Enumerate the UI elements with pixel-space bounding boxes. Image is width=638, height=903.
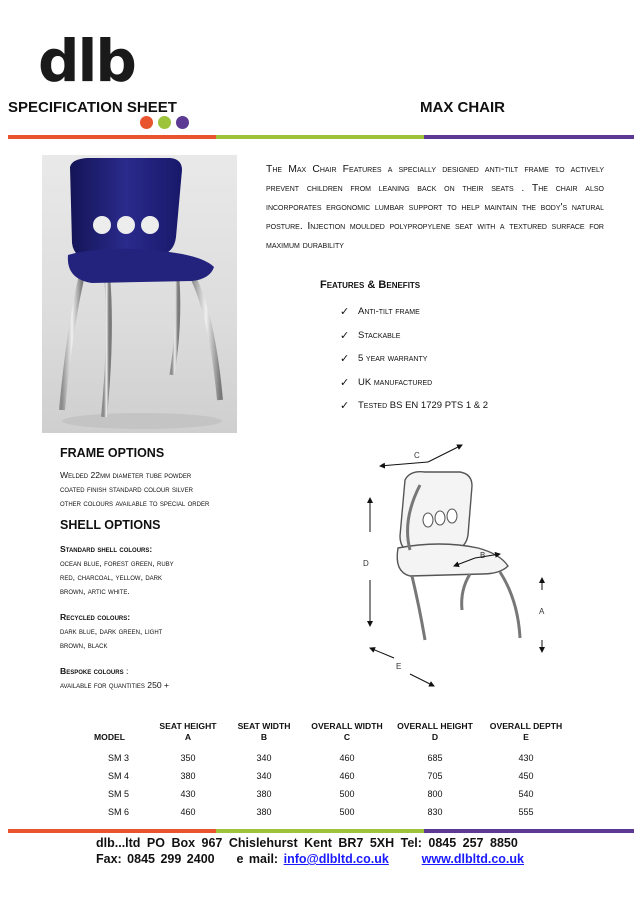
bottom-color-rule [8, 829, 634, 833]
table-header-row [90, 721, 572, 743]
product-description: The Max Chair Features a specially designed anti-tilt frame to actively prevent children from leaning back on their seats . The chair also incorporates ergonomic lumbar support to help maintain the body's natural posture. Injection moulded polypropylene seat with a textured surface for maximum durability [266, 164, 604, 251]
table-row: SM 3 350 340 460 685 430 [108, 753, 534, 763]
table-row: SM 6 460 380 500 830 555 [108, 807, 534, 817]
email-link[interactable]: info@dlbltd.co.uk [283, 852, 389, 866]
col-header-overall-depth: OVERALL DEPTH E [489, 721, 563, 742]
dim-label-a: A [539, 607, 545, 616]
top-color-rule [8, 135, 634, 139]
col-header-seat-width: SEAT WIDTH B [237, 721, 291, 742]
shell-options-title: SHELL OPTIONS [60, 518, 161, 532]
checkmark-icon: ✓ [340, 376, 350, 389]
checkmark-icon: ✓ [340, 329, 350, 342]
list-item: ✓ Stackable [340, 329, 401, 342]
dim-label-b: B [480, 551, 486, 560]
table-row: SM 5 430 380 500 800 540 [108, 789, 534, 799]
website-link[interactable]: www.dlbltd.co.uk [421, 852, 524, 866]
recycled-colours-label: Recycled colours: [60, 612, 131, 622]
dimensions-table [90, 721, 572, 821]
checkmark-icon: ✓ [340, 306, 350, 319]
frame-options-text: Welded 22mm diameter tube powder coated finish standard colour silver other colours available to special order [60, 470, 210, 508]
list-item: ✓ Anti-tilt frame [340, 306, 420, 319]
standard-colours-label: Standard shell colours: [60, 544, 153, 554]
logo-text: dlb [38, 27, 135, 95]
col-header-model: MODEL [94, 732, 126, 742]
chair-photo [42, 155, 237, 433]
dim-label-c: C [414, 451, 420, 460]
footer-email-label: e mail: [236, 852, 279, 866]
dlb-logo [38, 27, 218, 98]
list-item: ✓ Tested BS EN 1729 PTS 1 & 2 [340, 400, 488, 413]
col-header-seat-height: SEAT HEIGHT A [159, 721, 217, 742]
table-row: SM 4 380 340 460 705 450 [108, 771, 534, 781]
dim-label-e: E [396, 662, 402, 671]
checkmark-icon: ✓ [340, 400, 350, 413]
logo-dot-green [158, 116, 171, 129]
logo-dot-orange [140, 116, 153, 129]
footer-fax: Fax: 0845 299 2400 [96, 852, 215, 866]
shell-options-text: Standard shell colours: ocean blue, forest green, ruby red, charcoal, yellow, dark brown, artic white. Recycled colours: dark blue, dark green, light brown, black Bespoke colours : available for quantities 250 + [60, 544, 174, 690]
col-header-overall-width: OVERALL WIDTH C [311, 721, 383, 742]
features-list [340, 300, 488, 418]
dim-label-d: D [363, 559, 369, 568]
list-item: ✓ 5 year warranty [340, 353, 428, 366]
dimension-diagram [350, 440, 560, 690]
bespoke-colours-label: Bespoke colours [60, 666, 124, 676]
checkmark-icon: ✓ [340, 353, 350, 366]
footer-contact [96, 852, 524, 866]
frame-options-title: FRAME OPTIONS [60, 446, 165, 460]
features-title: Features & Benefits [320, 279, 421, 291]
footer-address: dlb...ltd PO Box 967 Chislehurst Kent BR7 5XH Tel: 0845 257 8850 [96, 836, 518, 850]
col-header-overall-height: OVERALL HEIGHT D [397, 721, 473, 742]
spec-sheet-title: SPECIFICATION SHEET [8, 99, 177, 116]
logo-dot-purple [176, 116, 189, 129]
list-item: ✓ UK manufactured [340, 376, 433, 389]
product-title: MAX CHAIR [420, 99, 505, 116]
